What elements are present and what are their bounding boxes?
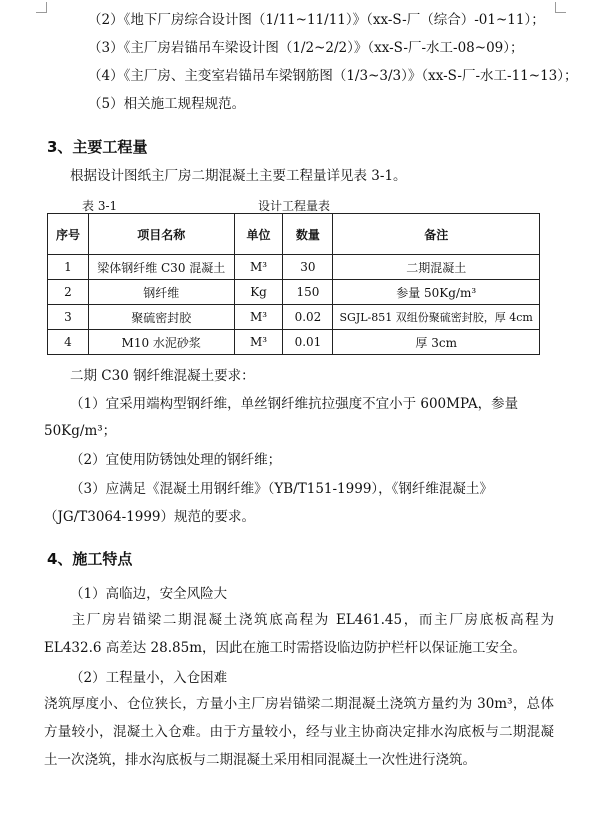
cell-seq: 3: [48, 305, 89, 330]
cell-item: 梁体钢纤维 C30 混凝土: [88, 255, 234, 280]
reference-item-4: （4）《主厂房、主变室岩锚吊车梁钢筋图（1/3~3/3）》（xx-S-厂-水工-11~13）；: [88, 68, 578, 84]
header-seq: 序号: [48, 214, 89, 255]
table-row: [48, 280, 540, 305]
section-heading-3: 3、主要工程量: [47, 138, 148, 156]
requirement-title: 二期 C30 钢纤维混凝土要求：: [70, 368, 255, 384]
feature-2-text: 浇筑厚度小、仓位狭长，方量小主厂房岩锚梁二期混凝土浇筑方量约为 30m³，总体方量较小，混凝土入仓难。由于方量较小，经与业主协商决定排水沟底板与二期混凝土一次浇筑，排水沟底板与二期混凝土采用相同混凝土一次性进行浇筑。: [44, 696, 554, 768]
table-title: 设计工程量表: [258, 199, 331, 213]
cell-item: 钢纤维: [88, 280, 234, 305]
cell-unit: M³: [234, 330, 283, 355]
cell-qty: 30: [283, 255, 333, 280]
cell-remark: 参量 50Kg/m³: [333, 280, 540, 305]
table-header-row: [48, 214, 540, 255]
reference-item-5: （5）相关施工规程规范。: [88, 96, 246, 112]
requirement-1-continued: 50Kg/m³；: [44, 423, 117, 439]
feature-2-title: （2）工程量小，入仓困难: [70, 670, 228, 686]
table-row: [48, 305, 540, 330]
requirement-2: （2）宜使用防锈蚀处理的钢纤维；: [70, 452, 282, 468]
crop-mark-top-left: [36, 2, 47, 13]
table-number: 表 3-1: [82, 199, 118, 213]
cell-seq: 4: [48, 330, 89, 355]
cell-remark: SGJL-851 双组份聚硫密封胶，厚 4cm: [333, 305, 540, 330]
quantity-table: [47, 213, 540, 355]
feature-1-text: 主厂房岩锚梁二期混凝土浇筑底高程为 EL461.45，而主厂房底板高程为 EL432.6 高差达 28.85m，因此在施工时需搭设临边防护栏杆以保证施工安全。: [44, 612, 554, 656]
cell-unit: M³: [234, 305, 283, 330]
reference-item-3: （3）《主厂房岩锚吊车梁设计图（1/2~2/2）》（xx-S-厂-水工-08~09）；: [88, 40, 524, 56]
feature-1-title: （1）高临边，安全风险大: [70, 586, 228, 602]
cell-item: 聚硫密封胶: [88, 305, 234, 330]
header-item: 项目名称: [88, 214, 234, 255]
cell-item: M10 水泥砂浆: [88, 330, 234, 355]
cell-unit: Kg: [234, 280, 283, 305]
reference-item-2: （2）《地下厂房综合设计图（1/11~11/11）》（xx-S-厂（综合）-01~11）；: [88, 12, 545, 28]
table-row: [48, 330, 540, 355]
section-heading-4: 4、施工特点: [47, 550, 133, 568]
crop-mark-top-right: [555, 2, 566, 13]
requirement-3: （3）应满足《混凝土用钢纤维》（YB/T151-1999），《钢纤维混凝土》: [70, 481, 493, 497]
table-row: [48, 255, 540, 280]
requirement-1: （1）宜采用端构型钢纤维，单丝钢纤维抗拉强度不宜小于 600MPA，参量: [70, 396, 519, 412]
table-intro: 根据设计图纸主厂房二期混凝土主要工程量详见表 3-1。: [70, 168, 407, 184]
cell-qty: 150: [283, 280, 333, 305]
cell-remark: 厚 3cm: [333, 330, 540, 355]
header-unit: 单位: [234, 214, 283, 255]
cell-unit: M³: [234, 255, 283, 280]
requirement-3-continued: （JG/T3064-1999）规范的要求。: [44, 509, 256, 525]
header-remark: 备注: [333, 214, 540, 255]
cell-qty: 0.01: [283, 330, 333, 355]
cell-qty: 0.02: [283, 305, 333, 330]
header-qty: 数量: [283, 214, 333, 255]
cell-seq: 2: [48, 280, 89, 305]
cell-seq: 1: [48, 255, 89, 280]
cell-remark: 二期混凝土: [333, 255, 540, 280]
